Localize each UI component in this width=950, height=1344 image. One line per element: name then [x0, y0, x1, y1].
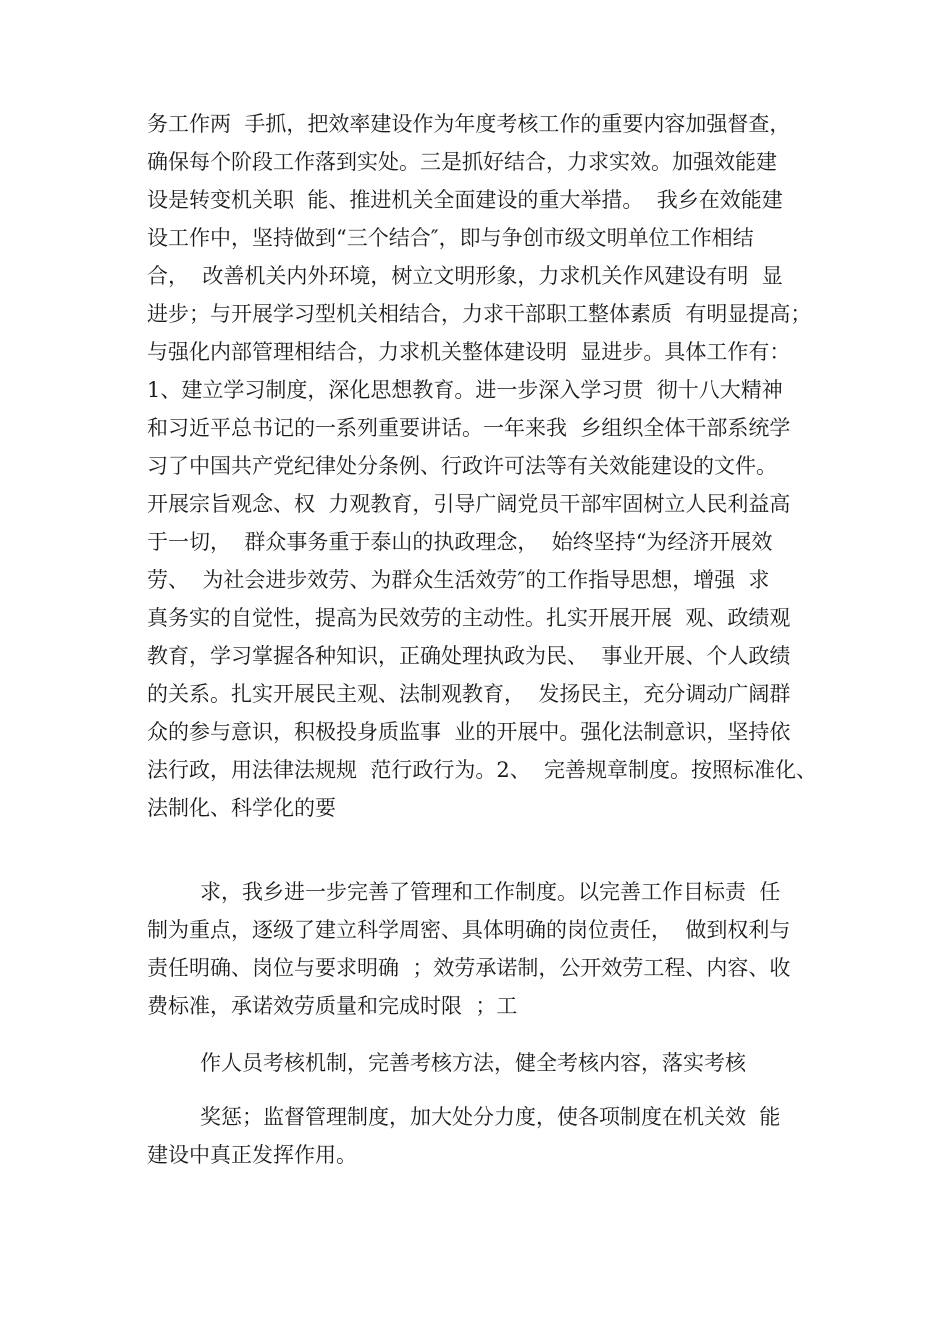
text-line: 合， 改善机关内外环境，树立文明形象，力求机关作风建设有明 显 [147, 264, 783, 288]
text-line: 制为重点，逐级了建立科学周密、具体明确的岗位责任， 做到权利与 [147, 918, 791, 942]
text-line: 法行政，用法律法规规 范行政行为。2、 完善规章制度。按照标准化、 [147, 758, 818, 782]
text-line: 建设中真正发挥作用。 [147, 1143, 357, 1167]
text-line: 1、建立学习制度，深化思想教育。进一步深入学习贯 彻十八大精神 [147, 378, 783, 402]
text-line: 劳、 为社会进步效劳、为群众生活效劳″的工作指导思想，增强 求 [147, 568, 770, 592]
text-line: 设是转变机关职 能、推进机关全面建设的重大举措。 我乡在效能建 [147, 188, 783, 212]
text-line: 设工作中，坚持做到“三个结合″，即与争创市级文明单位工作相结 [147, 226, 754, 250]
text-line: 开展宗旨观念、权 力观教育，引导广阔党员干部牢固树立人民利益高 [147, 492, 791, 516]
text-line: 与强化内部管理相结合，力求机关整体建设明 显进步。具体工作有： [147, 340, 791, 364]
text-line: 进步；与开展学习型机关相结合，力求干部职工整体素质 有明显提高； [147, 302, 812, 326]
text-line: 习了中国共产党纪律处分条例、行政许可法等有关效能建设的文件。 [147, 454, 777, 478]
text-line: 众的参与意识，积极投身质监事 业的开展中。强化法制意识，坚持依 [147, 720, 791, 744]
text-line: 费标准，承诺效劳质量和完成时限 ；工 [147, 994, 518, 1018]
text-line: 的关系。扎实开展民主观、法制观教育， 发扬民主，充分调动广阔群 [147, 682, 791, 706]
text-line: 法制化、科学化的要 [147, 796, 336, 820]
text-line: 奖惩；监督管理制度，加大处分力度，使各项制度在机关效 能 [200, 1105, 781, 1129]
text-line: 确保每个阶段工作落到实处。三是抓好结合，力求实效。加强效能建 [147, 150, 777, 174]
text-line: 教育，学习掌握各种知识，正确处理执政为民、 事业开展、个人政绩 [147, 644, 791, 668]
text-line: 和习近平总书记的一系列重要讲话。一年来我 乡组织全体干部系统学 [147, 416, 791, 440]
text-line: 真务实的自觉性，提高为民效劳的主动性。扎实开展开展 观、政绩观 [147, 606, 791, 630]
text-line: 作人员考核机制，完善考核方法，健全考核内容，落实考核 [200, 1051, 746, 1075]
text-line: 务工作两 手抓，把效率建设作为年度考核工作的重要内容加强督查， [147, 112, 791, 136]
text-line: 于一切， 群众事务重于泰山的执政理念， 始终坚持“为经济开展效 [147, 530, 773, 554]
text-line: 责任明确、岗位与要求明确 ；效劳承诺制，公开效劳工程、内容、收 [147, 956, 791, 980]
text-line: 求，我乡进一步完善了管理和工作制度。以完善工作目标责 任 [200, 880, 781, 904]
